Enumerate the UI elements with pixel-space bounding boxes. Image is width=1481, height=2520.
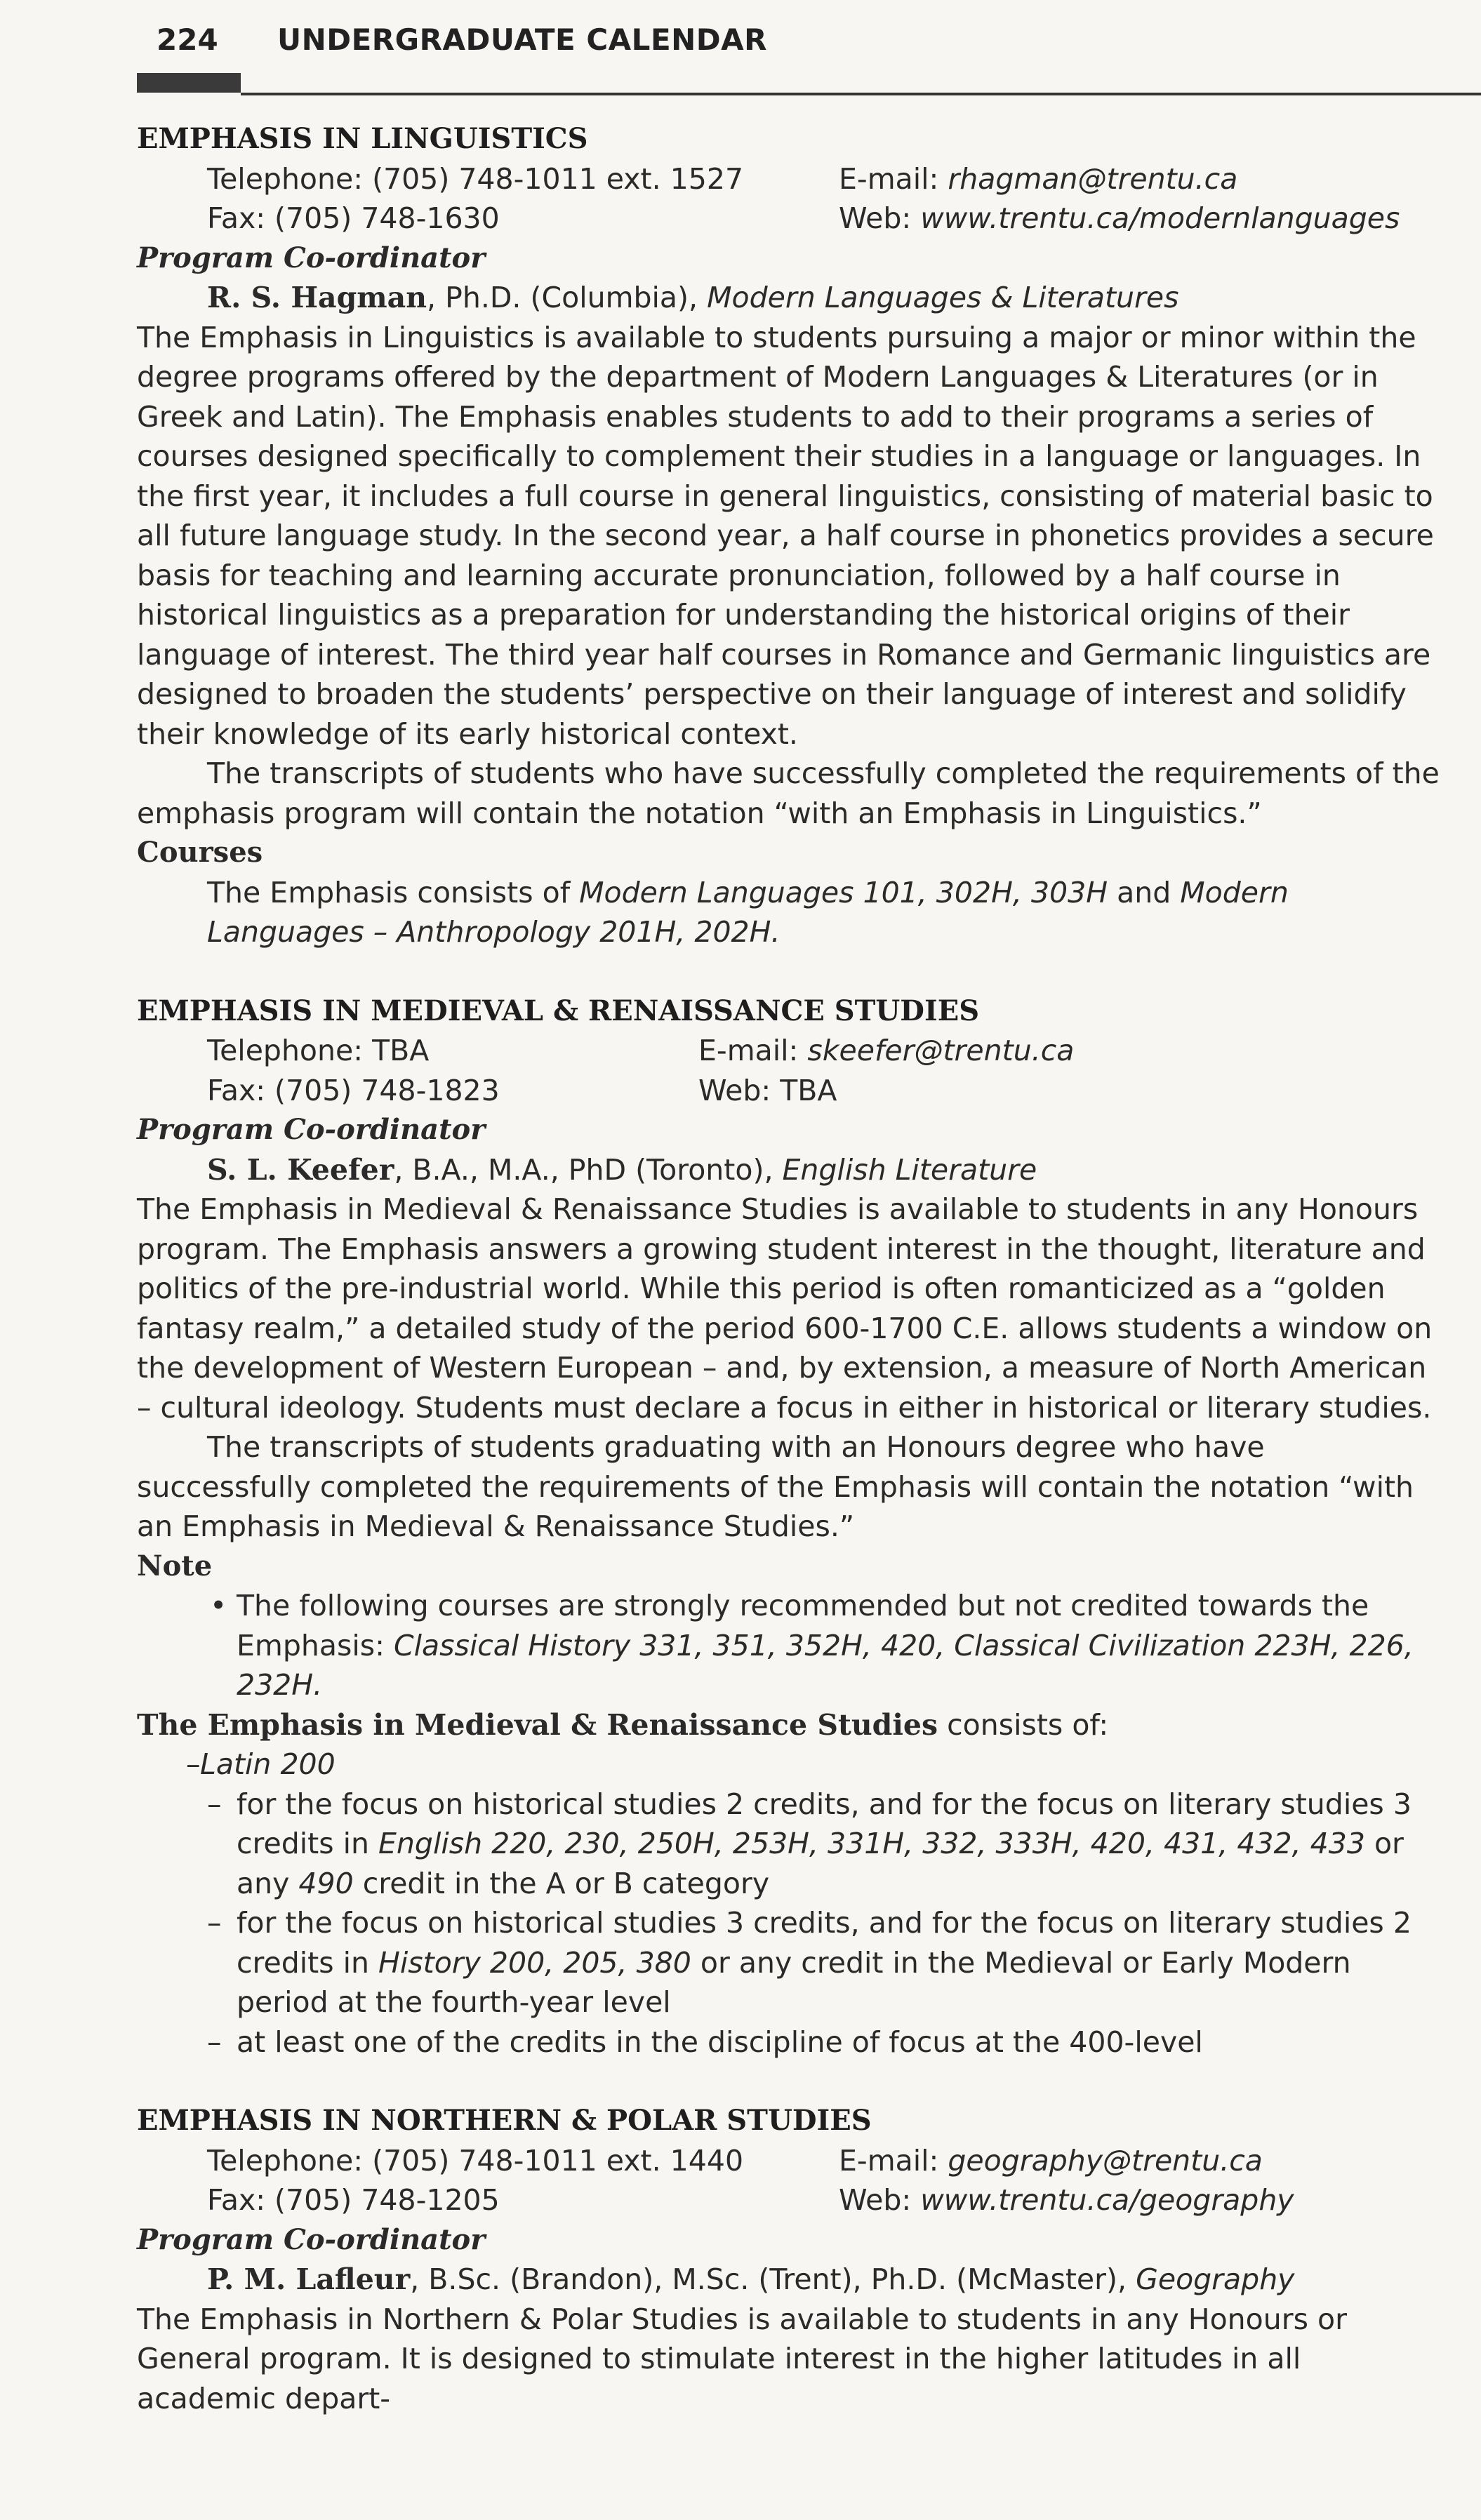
email: E-mail: geography@trentu.ca [839, 2143, 1263, 2178]
telephone: Telephone: (705) 748-1011 ext. 1440 [207, 2143, 744, 2178]
page-content [137, 119, 1442, 2418]
section-title: EMPHASIS IN MEDIEVAL & RENAISSANCE STUDIES [137, 994, 980, 1027]
web: Web: TBA [698, 1073, 837, 1107]
coordinator: R. S. Hagman, Ph.D. (Columbia), Modern Languages & Literatures [207, 281, 1179, 314]
email-link[interactable]: geography@trentu.ca [948, 2143, 1263, 2178]
email-link[interactable]: skeefer@trentu.ca [807, 1034, 1075, 1067]
fax: Fax: (705) 748-1630 [207, 201, 500, 235]
dash-icon: – [207, 1906, 222, 1940]
list-item: – Latin 200 [137, 1745, 1442, 1785]
section-title: EMPHASIS IN LINGUISTICS [137, 122, 588, 155]
header-rule [241, 93, 1481, 95]
page-header [137, 22, 1435, 80]
paragraph: The Emphasis in Northern & Polar Studies is available to students in any Honours or General program. It is designed to stimulate interest in the higher latitudes in all academic depart- [137, 2302, 1347, 2415]
fax: Fax: (705) 748-1205 [207, 2183, 500, 2217]
email: E-mail: skeefer@trentu.ca [698, 1034, 1075, 1067]
coordinator-name: P. M. Lafleur [207, 2262, 411, 2296]
note-bullet: • The following courses are strongly recommended but not credited towards the Emphasis: Classical History 331, 351, 352H, 420, Classical Civilization 223H, 226, 232H. [137, 1586, 1442, 1705]
section-medieval-renaissance [137, 992, 1442, 2062]
telephone: Telephone: (705) 748-1011 ext. 1527 [207, 161, 744, 196]
contact-row [137, 2180, 1442, 2220]
coordinator-name: S. L. Keefer [207, 1152, 394, 1187]
web-link[interactable]: www.trentu.ca/geography [920, 2183, 1294, 2217]
bullet-icon: • [210, 1589, 227, 1622]
dash-icon: – [207, 1787, 222, 1821]
paragraph: The transcripts of students who have successfully completed the requirements of the emphasis program will contain the notation “with an Emphasis in Linguistics.” [137, 756, 1440, 830]
role-label: Program Co-ordinator [137, 2222, 486, 2256]
dash-icon: – [186, 1747, 201, 1781]
role-label: Program Co-ordinator [137, 1113, 486, 1146]
web: Web: www.trentu.ca/geography [839, 2183, 1294, 2217]
contact-row [137, 159, 1442, 199]
header-block-bar [137, 73, 241, 93]
web: Web: www.trentu.ca/modernlanguages [839, 201, 1400, 235]
subheading-courses: Courses [137, 836, 263, 869]
paragraph: The transcripts of students graduating with an Honours degree who have successfully completed the requirements of the Emphasis will contain the notation “with an Emphasis in Medieval & Renaissance Studies.” [137, 1430, 1414, 1543]
contact-row [137, 2141, 1442, 2181]
list-item: – for the focus on historical studies 3 credits, and for the focus on literary studies 2 credits in History 200, 205, 380 or any credit in the Medieval or Early Modern period at the fourth-year level [137, 1903, 1442, 2022]
courses-text: The Emphasis consists of Modern Languages 101, 302H, 303H and Modern Languages – Anthropology 201H, 202H. [207, 875, 1289, 949]
running-title: UNDERGRADUATE CALENDAR [277, 22, 767, 57]
section-northern-polar [137, 2101, 1442, 2418]
coordinator-name: R. S. Hagman [207, 281, 427, 314]
fax: Fax: (705) 748-1823 [207, 1073, 500, 1107]
subheading-note: Note [137, 1549, 213, 1582]
contact-row [137, 1031, 1442, 1071]
coordinator: S. L. Keefer, B.A., M.A., PhD (Toronto), English Literature [207, 1152, 1037, 1187]
consists-line: The Emphasis in Medieval & Renaissance Studies consists of: [137, 1707, 1109, 1742]
section-linguistics [137, 119, 1442, 952]
telephone: Telephone: TBA [207, 1034, 430, 1067]
list-item: – for the focus on historical studies 2 credits, and for the focus on literary studies 3 credits in English 220, 230, 250H, 253H, 331H, 332, 333H, 420, 431, 432, 433 or any 490 credit in the A or B category [137, 1785, 1442, 1904]
web-link[interactable]: www.trentu.ca/modernlanguages [920, 201, 1400, 235]
paragraph: The Emphasis in Medieval & Renaissance Studies is available to students in any Honours program. The Emphasis answers a growing student interest in the thought, literature and politics of the pre-industrial world. While this period is often romanticized as a “golden fantasy realm,” a detailed study of the period 600-1700 C.E. allows students a window on the development of Western European – and, by extension, a measure of North American – cultural ideology. Students must declare a focus in either in historical or literary studies. [137, 1192, 1433, 1425]
contact-row [137, 1071, 1442, 1111]
page-number: 224 [157, 22, 218, 57]
list-item: – at least one of the credits in the discipline of focus at the 400-level [137, 2022, 1442, 2062]
contact-row [137, 199, 1442, 239]
coordinator: P. M. Lafleur, B.Sc. (Brandon), M.Sc. (Trent), Ph.D. (McMaster), Geography [207, 2262, 1295, 2296]
email-link[interactable]: rhagman@trentu.ca [948, 161, 1238, 196]
role-label: Program Co-ordinator [137, 241, 486, 274]
paragraph: The Emphasis in Linguistics is available to students pursuing a major or minor within the degree programs offered by the department of Modern Languages & Literatures (or in Greek and Latin). The Emphasis enables students to add to their programs a series of courses designed specifically to complement their studies in a language or languages. In the first year, it includes a full course in general linguistics, consisting of material basic to all future language study. In the second year, a half course in phonetics provides a secure basis for teaching and learning accurate pronunciation, followed by a half course in historical linguistics as a preparation for understanding the historical origins of their language of interest. The third year half courses in Romance and Germanic linguistics are designed to broaden the students’ perspective on their language of interest and solidify their knowledge of its early historical context. [137, 320, 1434, 751]
dash-icon: – [207, 2025, 222, 2059]
section-title: EMPHASIS IN NORTHERN & POLAR STUDIES [137, 2104, 872, 2137]
email: E-mail: rhagman@trentu.ca [839, 161, 1238, 196]
